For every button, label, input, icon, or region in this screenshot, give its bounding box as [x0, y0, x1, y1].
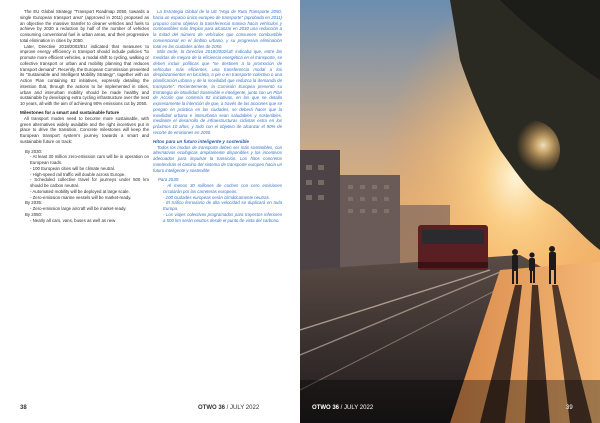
body-paragraph: La Estrategia Global de la UE "Hoja de Ruta Transporte 2050, hacia un espacio único europeo de transporte" (aprobada en 2011) propuso como objetivo la transferencia masiva hacia vehículos y combustibles más limpios para alcanzar en 2030 una reducción a la mitad del número de vehículos que consumen combustible convencional en el ámbito urbano, y su progresiva eliminación total en las ciudades antes de 2050. — [153, 9, 282, 49]
milestone-item: - Nearly all cars, vans, buses as well as new — [30, 217, 116, 223]
milestone-year: By 2030: — [25, 148, 43, 154]
milestone-item: - Automated mobility will be deployed at large scale. — [30, 188, 130, 194]
section-paragraph: Todos los modos de transporte deben ser más sostenibles, con alternativas ecológicas ampliamente disponibles y los incentivos adecuados para impulsar la transición. Los hitos concretos mantendrán el camino del sistema de transporte europeo hacia un futuro inteligente y sostenible: — [153, 144, 282, 173]
milestone-item: - High-speed rail traffic will double across Europe. — [30, 171, 126, 177]
milestone-item: - 100 ciudades europeas serán climáticamente neutras. — [163, 194, 270, 200]
footer-date-right: / JULY 2022 — [339, 405, 374, 411]
body-paragraph: The EU Global Strategy "Transport Roadmap 2050, towards a single European transport area" (approved in 2011) proposed as an objective the massive transfer to cleaner vehicles and fuels to achieve by 2030 a reduction by half of the number of vehicles consuming conventional fuel in urban areas, and their progressive total elimination in cities by 2050. — [20, 9, 149, 43]
footer-brand-left: OTWO 36 — [198, 405, 226, 411]
milestone-item: - Scheduled collective travel for journeys under 500 km should be carbon neutral. — [30, 177, 149, 188]
milestone-item: - Al menos 30 millones de coches con cero emisiones circularán por las carreteras europeas. — [163, 183, 282, 194]
milestone-item: - El tráfico ferroviario de alta velocidad se duplicará en toda Europa. — [163, 200, 282, 211]
milestone-year: Para 2030: — [158, 177, 180, 183]
milestone-item: - At least 30 million zero-emission cars will be in operation on European roads. — [30, 154, 149, 165]
footer-left — [198, 405, 259, 411]
milestone-year: By 2035: — [25, 200, 43, 206]
milestone-item: - Zero-emission large aircraft will be market-ready. — [30, 206, 127, 211]
footer-brand-right: OTWO 36 — [312, 405, 340, 411]
right-page — [300, 0, 600, 423]
footer-right — [312, 405, 373, 411]
section-paragraph: All transport modes need to become more sustainable, with green alternatives widely available and the right incentives put in place to drive the transition. Concrete milestones will keep the European transport system's journey towards a smart and sustainable future on track: — [20, 115, 149, 144]
page-number-right: 39 — [566, 405, 573, 411]
body-paragraph: Later, Directive 2018/2002/EU indicated that measures to improve energy efficiency in transport should include policies "to promote more efficient vehicles, a modal shift to cycling, walking or collective transport or urban and mobility planning that reduces transport demand". Recently, the European Commission presented its "Sustainable and Intelligent Mobility Strategy", together with an Action Plan containing 82 initiatives, expressly detailing the intention that, through the actions to be implemented in cities, urban and interurban mobility should be made healthy and sustainable by developing extra cycling infrastructure over the next 10 years, all with the aim of achieving 90% emissions cut by 2050. — [20, 43, 149, 106]
milestones-list — [153, 177, 282, 223]
milestone-item: - 100 European cities will be climate neutral. — [30, 165, 115, 171]
milestone-year: By 2050: — [25, 211, 43, 217]
section-heading: Milestones for a smart and sustainable future — [20, 109, 120, 115]
spanish-column — [153, 9, 282, 389]
milestone-item: - Los viajes colectivos programados para trayectos inferiores a 500 km serán neutros desde el punto de vista del carbono. — [163, 211, 282, 223]
city-street-sunset-photo — [300, 0, 600, 423]
english-column — [20, 9, 149, 389]
section-heading: Hitos para un futuro inteligente y sostenible — [153, 138, 249, 144]
page-number-left: 38 — [20, 405, 27, 411]
milestones-list — [20, 149, 149, 224]
milestone-item: - Zero-emission marine vessels will be market-ready. — [30, 194, 132, 200]
body-paragraph: Más tarde, la Directiva 2018/2002/UE indicaba que, entre las medidas de mejora de la eficiencia energética en el transporte, se deben incluir políticas que "se destinen a la promoción de vehículos más eficientes, una transferencia modal a los desplazamientos en bicicleta, a pie o en transporte colectivo o una planificación urbana y de la movilidad que reduzca la demanda de transporte". Recientemente, la Comisión Europea presentó su Estrategia de Movilidad Sostenible e Inteligente, junto con un Plan de Acción que contenía 82 iniciativas, en las que se detalla expresamente la intención de que, a través de las acciones que se pongan en práctica en las ciudades, se deberá hacer que la movilidad urbana e interurbana sean saludables y sostenibles, mediante el desarrollo de infraestructuras ciclistas extra en los próximos 10 años, y todo con el objetivo de alcanzar el 90% de recorte de emisiones en 2050. — [153, 49, 282, 135]
footer-date-left: / JULY 2022 — [225, 405, 260, 411]
